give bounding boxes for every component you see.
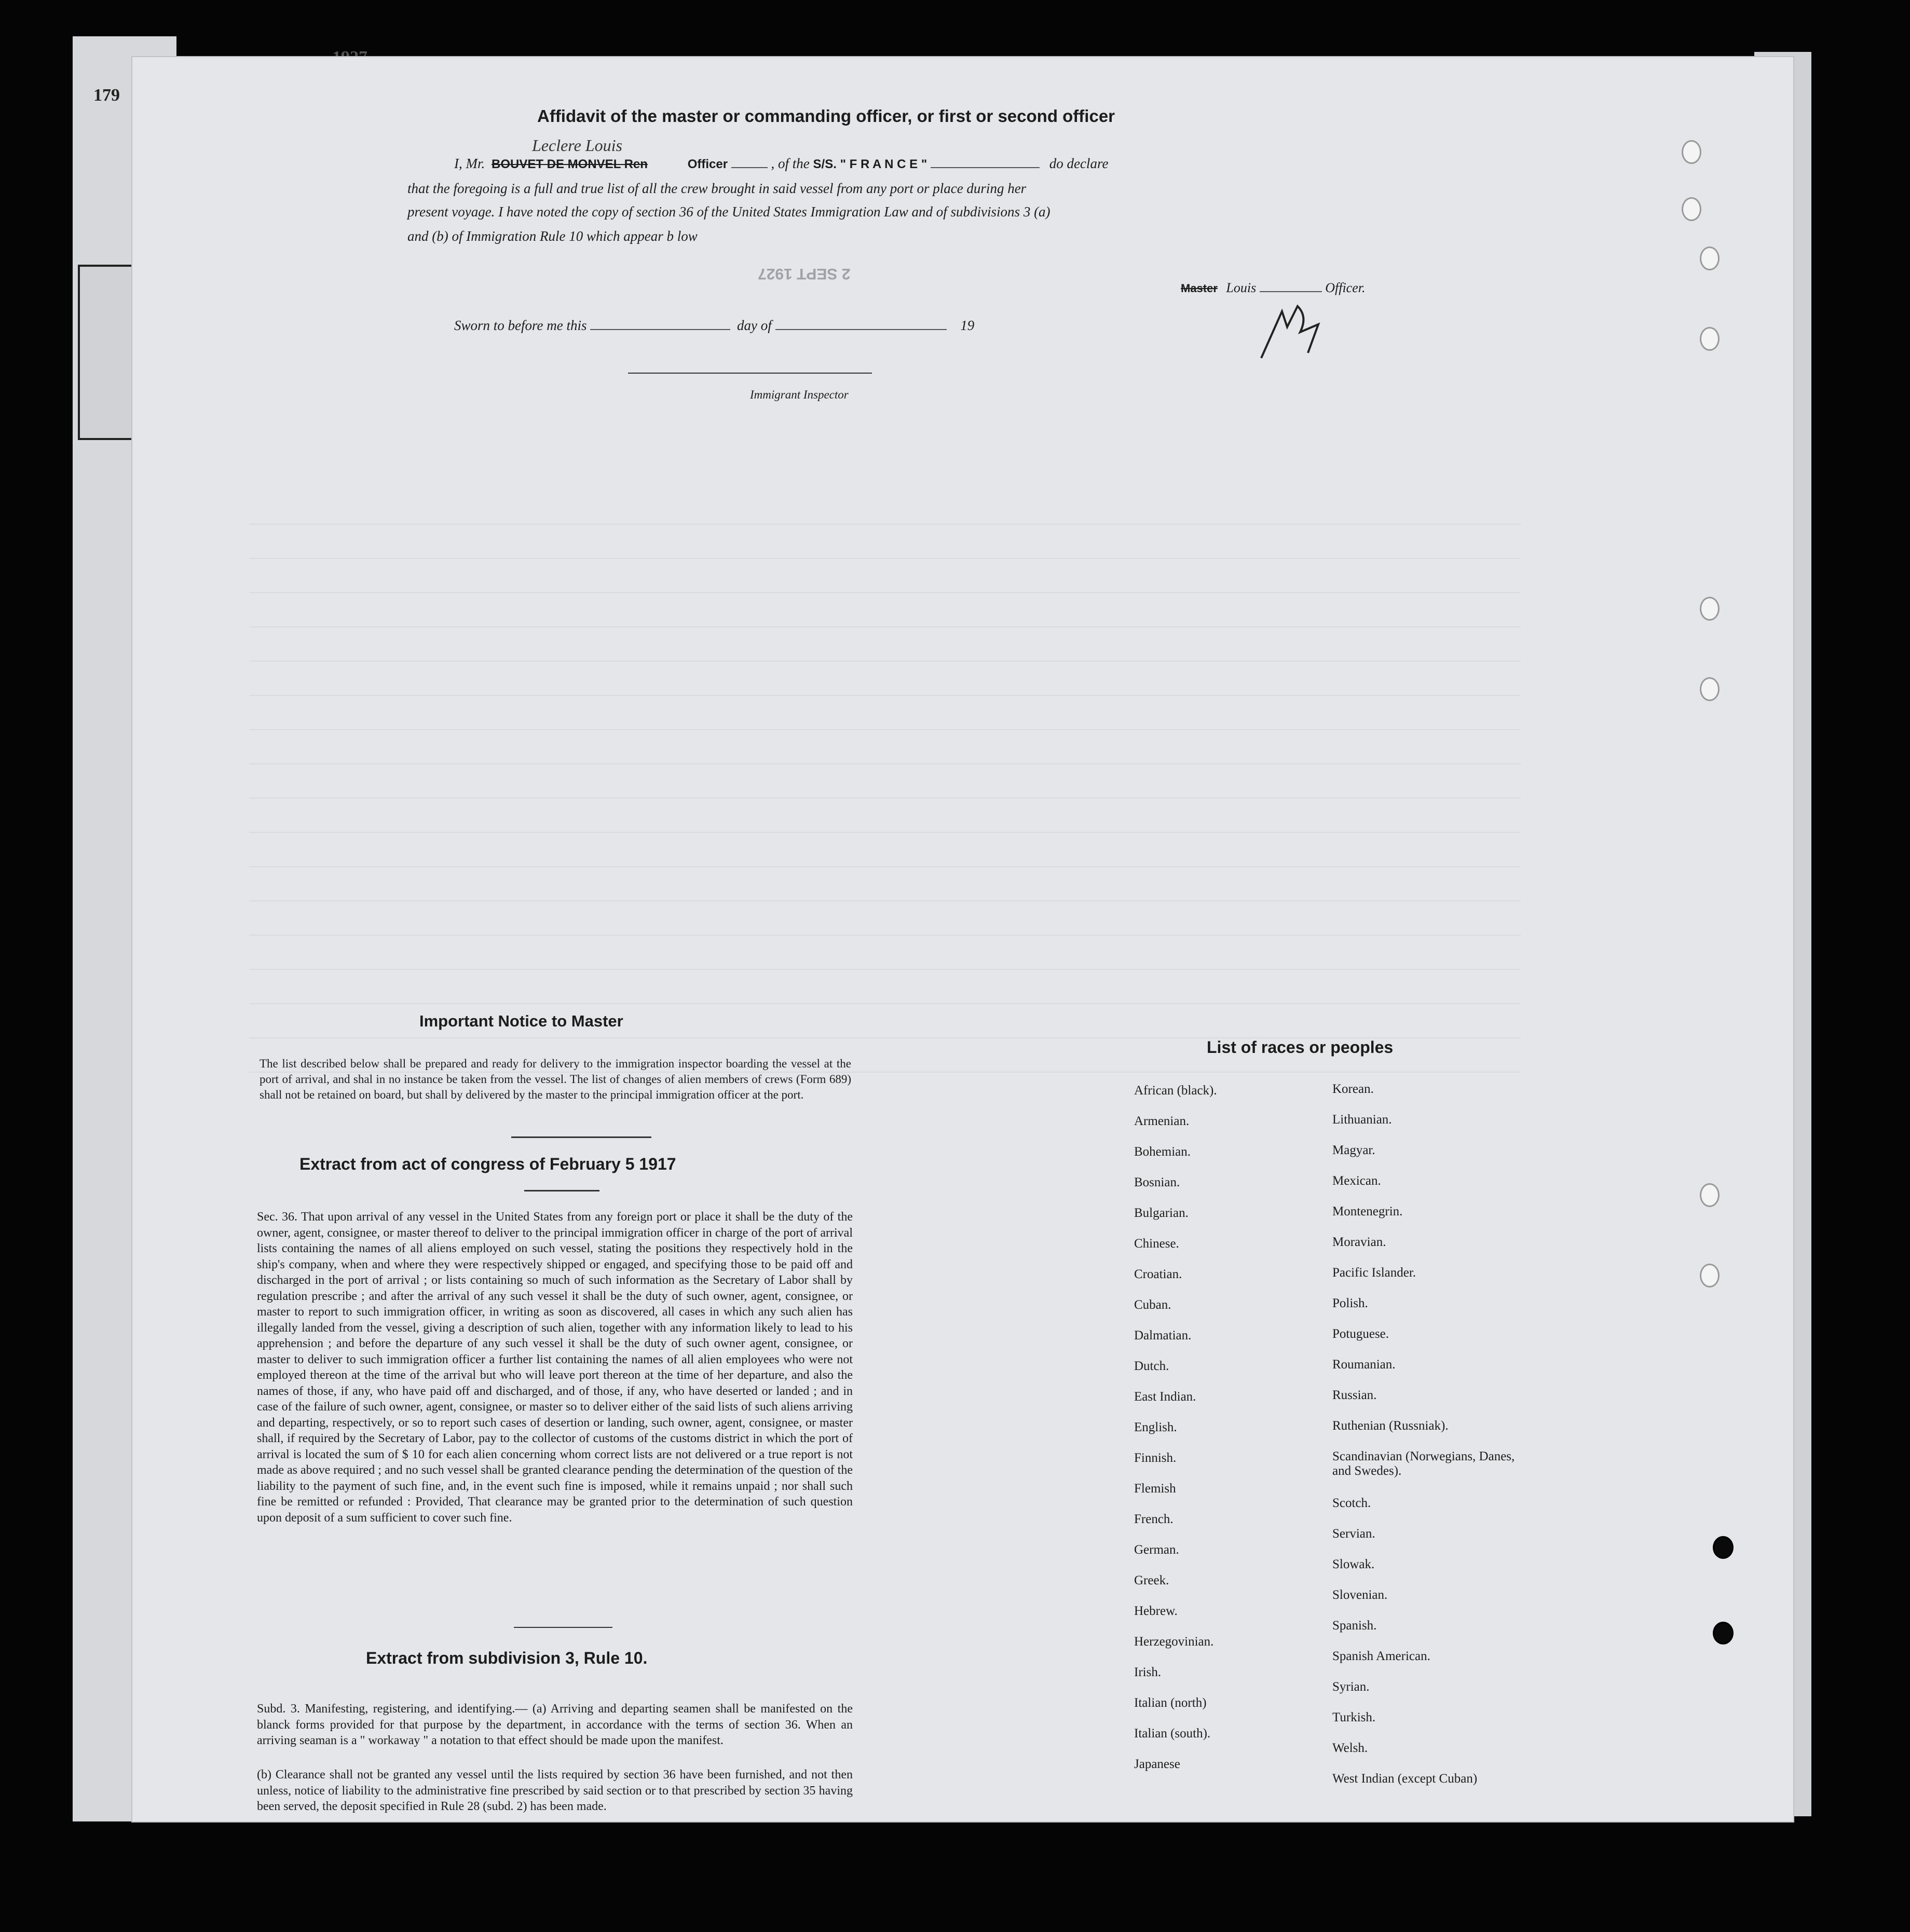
day-of-label: day of [737, 318, 772, 333]
struck-officer-name: BOUVET DE MONVEL Ren [492, 157, 648, 171]
affidavit-line-4: and (b) of Immigration Rule 10 which appear b low [407, 228, 698, 244]
race-item: Polish. [1332, 1296, 1368, 1310]
race-item: Spanish American. [1332, 1649, 1430, 1663]
race-item: Ruthenian (Russniak). [1332, 1419, 1449, 1433]
race-item: Magyar. [1332, 1143, 1375, 1157]
race-item: Russian. [1332, 1388, 1377, 1402]
race-item: Servian. [1332, 1527, 1375, 1541]
race-item: Irish. [1134, 1665, 1162, 1679]
race-item: Potuguese. [1332, 1327, 1389, 1341]
races-list-left [1134, 1084, 1217, 1788]
race-item: Scandinavian (Norwegians, Danes, and Swedes). [1332, 1449, 1515, 1478]
officer-blank [1260, 291, 1322, 292]
ship-underline [931, 167, 1040, 168]
sworn-line [454, 318, 974, 334]
race-item: French. [1134, 1512, 1174, 1526]
punch-hole [1700, 677, 1720, 701]
race-item: Moravian. [1332, 1235, 1386, 1249]
race-item: Bosnian. [1134, 1175, 1180, 1189]
race-item: Bulgarian. [1134, 1206, 1189, 1220]
inspector-signature-rule [628, 373, 872, 374]
officer-rank: Officer [687, 157, 728, 171]
rule-extract-text-b: (b) Clearance shall not be granted any vessel until the lists required by section 36 have been furnished, and not then unless, notice of liability to the administrative fine prescribed by said section or to that prescribed by section 35 having been served, the deposit specified in Rule 28 (subd. 2) has been made. [257, 1768, 853, 1813]
rank-underline [731, 167, 768, 168]
act-extract-text: Sec. 36. That upon arrival of any vessel in the United States from any foreign port or place it shall be the duty of the owner, agent, consignee, or master thereof to deliver to the principal immigration officer in charge of the port of arrival lists containing the names of all aliens employed on such vessel, stating the positions they respectively hold in the ship's company, when and where they were respectively shipped or engaged, and specifying those to be paid off and discharged in the port of arrival ; or lists containing so much of such information as the Secretary of Labor shall by regulation prescribe ; and after the arrival of any such vessel it shall be the duty of such owner, agent, consignee, or master to report to such immigration officer, in writing as soon as discovered, all cases in which any such alien has illegally landed from the vessel, giving a description of such alien, together with any information likely to lead to his apprehension ; and before the departure of any such vessel it shall be the duty of such owner agent, consignee, or master to deliver to such immigration officer a further list containing the names of all alien employees who were not employed thereon at the time of the arrival but who will leave port thereon at the time of her departure, and also the names of those, if any, who have paid off and discharged, and of those, if any, who have deserted or landed ; and in case of the failure of such owner, agent, consignee, or master so to deliver either of the said lists of such aliens arriving and departing, respectively, or so to report such cases of desertion or landing, such owner, agent, consignee, or master shall, if required by the Secretary of Labor, pay to the collector of customs of the customs district in which the port of arrival is located the sum of $ 10 for each alien concerning whom correct lists are not delivered or a true report is not made as above required ; and no such vessel shall be granted clearance pending the determination of the question of the liability to the payment of such fine, and, in the event such fine is imposed, while it remains unpaid ; nor shall such fine be remitted or refunded : Provided, That clearance may be granted prior to the determination of such question upon deposit of a sum sufficient to cover such fine. [257, 1210, 853, 1525]
notice-title: Important Notice to Master [419, 1012, 623, 1030]
race-item: Finnish. [1134, 1451, 1177, 1465]
race-item: African (black). [1134, 1084, 1217, 1098]
sworn-blank [590, 329, 730, 330]
race-item: Armenian. [1134, 1114, 1190, 1128]
race-item: Hebrew. [1134, 1604, 1178, 1618]
race-item: Italian (south). [1134, 1727, 1211, 1741]
struck-master: Master [1181, 282, 1218, 295]
officer-signature-line [1181, 280, 1366, 296]
sworn-label: Sworn to before me this [454, 318, 587, 333]
edge-number: 179 [93, 86, 120, 105]
race-item: Roumanian. [1332, 1358, 1396, 1372]
races-list-right [1332, 1082, 1519, 1802]
inspector-label: Immigrant Inspector [750, 388, 849, 401]
race-item: Scotch. [1332, 1496, 1371, 1510]
affidavit-line-2: that the foregoing is a full and true list of all the crew brought in said vessel from any port or place during her [407, 181, 1027, 196]
rule-extract-title: Extract from subdivision 3, Rule 10. [366, 1649, 648, 1667]
of-the-label: , of the [771, 156, 810, 171]
race-item: Lithuanian. [1332, 1113, 1392, 1127]
punch-hole [1682, 140, 1701, 164]
race-item: Flemish [1134, 1482, 1176, 1496]
affidavit-intro: I, Mr. [454, 156, 485, 171]
act-extract-title: Extract from act of congress of February 5 1917 [299, 1155, 676, 1173]
notice-text: The list described below shall be prepared and ready for delivery to the immigration inspector boarding the vessel at the port of arrival, and shal in no instance be taken from the vessel. The list of changes of alien members of crews (Form 689) shall not be retained on board, but shall by delivered by the master to the principal immigration officer at the port. [260, 1057, 851, 1101]
act-divider [524, 1190, 599, 1191]
punch-hole [1700, 246, 1720, 270]
handwritten-signature [1251, 296, 1329, 363]
race-item: Montenegrin. [1332, 1204, 1403, 1218]
race-item: Bohemian. [1134, 1145, 1191, 1159]
do-declare: do declare [1049, 156, 1109, 171]
race-item: Slovenian. [1332, 1588, 1388, 1602]
punch-hole [1713, 1536, 1734, 1559]
ship-name: S/S. " F R A N C E " [813, 157, 927, 171]
notice-divider [511, 1136, 651, 1138]
race-item: Dalmatian. [1134, 1328, 1192, 1342]
act-end-divider [514, 1627, 612, 1628]
day-blank [775, 329, 947, 330]
year-label: 19 [960, 318, 975, 333]
race-item: Herzegovinian. [1134, 1635, 1214, 1649]
affidavit-line-3: present voyage. I have noted the copy of section 36 of the United States Immigration Law and of subdivisions 3 (a) [407, 204, 1050, 220]
race-item: Korean. [1332, 1082, 1374, 1096]
race-item: Mexican. [1332, 1174, 1381, 1188]
race-item: Japanese [1134, 1757, 1180, 1771]
race-item: Greek. [1134, 1573, 1169, 1587]
race-item: East Indian. [1134, 1390, 1196, 1404]
bleed-through-rows [249, 490, 1521, 1092]
date-stamp: 2 SEPT 1927 [758, 265, 851, 282]
affidavit-line-1 [454, 156, 1108, 172]
officer-label: Officer. [1325, 280, 1366, 295]
race-item: Italian (north) [1134, 1696, 1207, 1710]
punch-hole [1700, 1183, 1720, 1207]
race-item: Turkish. [1332, 1710, 1376, 1724]
rule-extract-text-a: Subd. 3. Manifesting, registering, and identifying.— (a) Arriving and departing seamen shall be manifested on the blanck forms provided for that purpose by the department, in accordance with the terms of section 36. When an arriving seaman is a " workaway " a notation to that effect should be made upon the manifest. [257, 1702, 853, 1747]
punch-hole [1700, 597, 1720, 621]
race-item: Syrian. [1332, 1680, 1370, 1694]
race-item: Cuban. [1134, 1298, 1171, 1312]
race-item: German. [1134, 1543, 1179, 1557]
race-item: Dutch. [1134, 1359, 1169, 1373]
affidavit-title: Affidavit of the master or commanding officer, or first or second officer [537, 106, 1115, 126]
race-item: Croatian. [1134, 1267, 1182, 1281]
race-item: Pacific Islander. [1332, 1266, 1416, 1280]
officer-hand-name: Louis [1226, 280, 1257, 295]
race-item: English. [1134, 1420, 1177, 1434]
race-item: West Indian (except Cuban) [1332, 1772, 1478, 1786]
punch-hole [1700, 327, 1720, 351]
punch-hole [1700, 1264, 1720, 1287]
race-item: Chinese. [1134, 1237, 1179, 1251]
handwritten-officer-name: Leclere Louis [532, 136, 622, 155]
race-item: Welsh. [1332, 1741, 1368, 1755]
race-item: Spanish. [1332, 1619, 1377, 1633]
race-item: Slowak. [1332, 1557, 1375, 1571]
races-title: List of races or peoples [1207, 1038, 1394, 1057]
punch-hole [1682, 197, 1701, 221]
punch-hole [1713, 1622, 1734, 1645]
